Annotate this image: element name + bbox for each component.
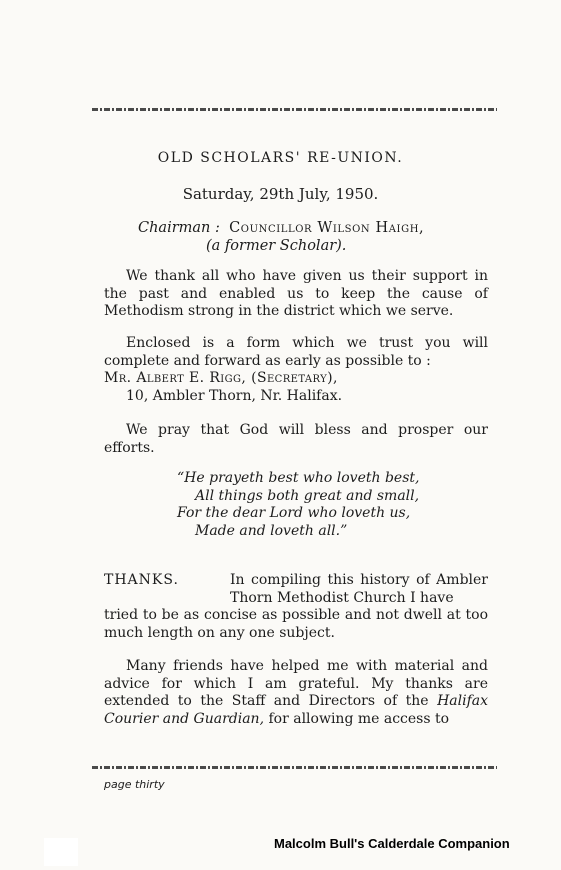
chairman-label: Chairman : [138,220,220,236]
poem-line-3: For the dear Lord who loveth us, [177,505,411,521]
chairman-note: (a former Scholar). [206,238,347,254]
thanks-continuation: tried to be as concise as possible and not dwell at too much length on any one subject. [104,607,488,641]
support-paragraph [104,268,488,321]
prayer-paragraph-text: We pray that God will bless and prosper our efforts. [104,422,488,456]
poem-line-2: All things both great and small, [195,487,420,504]
secretary-line: Mr. Albert E. Rigg, (Secretary), [104,370,338,386]
corner-patch [44,838,78,866]
acknowledgement-paragraph-text [104,658,488,728]
newspaper-name: Halifax Courier and Guardian, [104,693,489,727]
chairman-name: Councillor Wilson Haigh, [229,220,425,236]
site-watermark: Malcolm Bull's Calderdale Companion [274,836,510,851]
event-date: Saturday, 29th July, 1950. [182,185,379,203]
acknowledgement-end: for allowing me access to [268,710,450,727]
acknowledgement-paragraph [104,658,488,728]
poem-quote [177,470,419,540]
thanks-label: THANKS. [104,572,179,588]
chairman-line [138,220,424,236]
poem-line-1: “He prayeth best who loveth best, [177,470,420,486]
top-ornamental-rule [92,108,497,111]
poem-line-4: Made and loveth all.” [195,522,348,539]
page-number: page thirty [104,778,165,791]
enclosed-paragraph-text: Enclosed is a form which we trust you will complete and forward as early as possible to : [104,335,488,369]
bottom-ornamental-rule [92,766,497,769]
enclosed-paragraph [104,335,488,405]
thanks-text: In compiling this history of Ambler Thorn Methodist Church I have [230,572,488,606]
address-line: 10, Ambler Thorn, Nr. Halifax. [126,387,343,404]
section-heading: OLD SCHOLARS' RE-UNION. [157,150,404,166]
prayer-paragraph [104,422,488,457]
acknowledgement-start: Many friends have helped me with material and advice for which I am grateful. My thanks are extended to the Staff and Directors of the [104,658,488,709]
support-paragraph-text: We thank all who have given us their support in the past and enabled us to keep the cause of Methodism strong in the district which we serve. [104,268,488,319]
